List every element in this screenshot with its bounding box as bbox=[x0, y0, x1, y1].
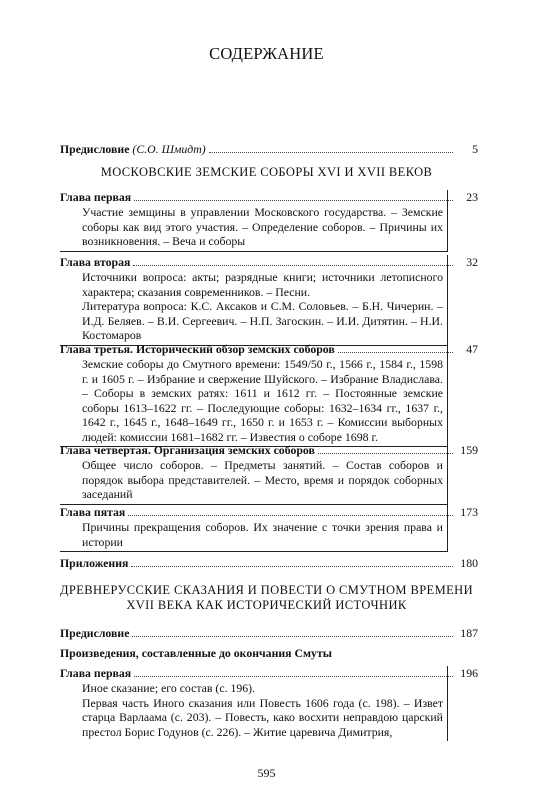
entry-label: Предисловие bbox=[60, 142, 130, 156]
dot-leader bbox=[131, 565, 453, 567]
subsection-heading: Произведения, составленные до окончания Смуты bbox=[60, 646, 332, 660]
page-ref: 173 bbox=[460, 505, 478, 519]
entry-description: Иное сказание; его состав (с. 196). bbox=[82, 681, 256, 695]
toc-entry-preface bbox=[60, 142, 478, 157]
toc-entry-chapter5 bbox=[60, 505, 478, 552]
entry-description: Литература вопроса: К.С. Аксаков и С.М. Соловьев. – Б.Н. Чичерин. – И.Д. Беляев. – В.И. Сергеевич. – Н.П. Загоскин. – И.И. Дитятин. – Н.И. Костомаров bbox=[82, 299, 443, 342]
entry-label: Приложения bbox=[60, 556, 129, 570]
entry-box bbox=[60, 190, 448, 252]
entry-author: (С.О. Шмидт) bbox=[132, 142, 206, 156]
toc-entry-part2-preface bbox=[60, 626, 478, 641]
entry-description: Источники вопроса: акты; разрядные книги; источники летописного характера; сказания современников. – Песни. bbox=[82, 270, 443, 299]
page-ref: 5 bbox=[472, 142, 478, 156]
entry-label: Глава первая bbox=[60, 190, 132, 204]
toc-entry-chapter1 bbox=[60, 190, 478, 252]
toc-entry-chapter4 bbox=[60, 443, 478, 505]
entry-label: Глава первая bbox=[60, 666, 132, 680]
entry-label: Глава пятая bbox=[60, 505, 126, 519]
entry-box bbox=[60, 342, 448, 447]
page-number: 595 bbox=[257, 766, 276, 780]
toc-entry-chapter2 bbox=[60, 255, 478, 346]
entry-label: Предисловие bbox=[60, 626, 130, 640]
page-title: СОДЕРЖАНИЕ bbox=[209, 44, 324, 63]
toc-entry-part2-chapter1 bbox=[60, 666, 478, 741]
page-ref: 180 bbox=[460, 556, 478, 570]
entry-description: Участие земщины в управлении Московского государства. – Земские соборы как вид этого участия. – Определение соборов. – Причины их возникновения. – Веча и соборы bbox=[82, 205, 443, 248]
page-ref: 187 bbox=[460, 626, 478, 640]
page-ref: 159 bbox=[460, 443, 478, 457]
entry-box bbox=[60, 505, 448, 552]
toc-entry-appendix bbox=[60, 556, 478, 571]
section-title-part1: МОСКОВСКИЕ ЗЕМСКИЕ СОБОРЫ XVI И XVII ВЕКОВ bbox=[100, 165, 433, 179]
entry-description: Земские соборы до Смутного времени: 1549/50 г., 1566 г., 1584 г., 1598 г. и 1605 г. – Избрание и свержение Шуйского. – Избрание Владислава. – Соборы в земских ратях: 1611 и 1612 гг. – Постоянные земские соборы 1613–1622 гг. – Последующие соборы: 1632–1634 гг., 1637 г., 1642 г., 1645 г., 1648–1649 гг., 1650 г. и 1653 г. – Комиссии выборных людей: комиссии 1681–1682 гг. – Известия о соборе 1698 г. bbox=[82, 357, 443, 444]
entry-box bbox=[60, 666, 448, 741]
page-ref: 196 bbox=[460, 666, 478, 680]
section-title-part2: ДРЕВНЕРУССКИЕ СКАЗАНИЯ И ПОВЕСТИ О СМУТНОМ ВРЕМЕНИ XVII ВЕКА КАК ИСТОРИЧЕСКИЙ ИСТОЧНИК bbox=[59, 583, 474, 612]
entry-label: Глава вторая bbox=[60, 255, 131, 269]
entry-box bbox=[60, 255, 448, 346]
dot-leader bbox=[132, 635, 453, 637]
page-ref: 47 bbox=[466, 342, 478, 356]
dot-leader bbox=[209, 151, 453, 153]
entry-label: Глава третья. Исторический обзор земских соборов bbox=[60, 342, 335, 356]
entry-description: Причины прекращения соборов. Их значение с точки зрения права и истории bbox=[82, 520, 443, 549]
entry-label: Глава четвертая. Организация земских соборов bbox=[60, 443, 315, 457]
entry-box bbox=[60, 443, 448, 505]
entry-description: Первая часть Иного сказания или Повесть 1606 года (с. 198). – Извет старца Варлаама (с. 203). – Повесть, како восхити неправдою царский престол Борис Годунов (с. 226). – Житие царевича Димитрия, bbox=[82, 695, 443, 739]
page-ref: 32 bbox=[466, 255, 478, 269]
toc-entry-chapter3 bbox=[60, 342, 478, 447]
page-ref: 23 bbox=[466, 190, 478, 204]
entry-description: Общее число соборов. – Предметы занятий. – Состав соборов и порядок выбора представителей. – Место, время и порядок соборных заседаний bbox=[82, 458, 443, 501]
